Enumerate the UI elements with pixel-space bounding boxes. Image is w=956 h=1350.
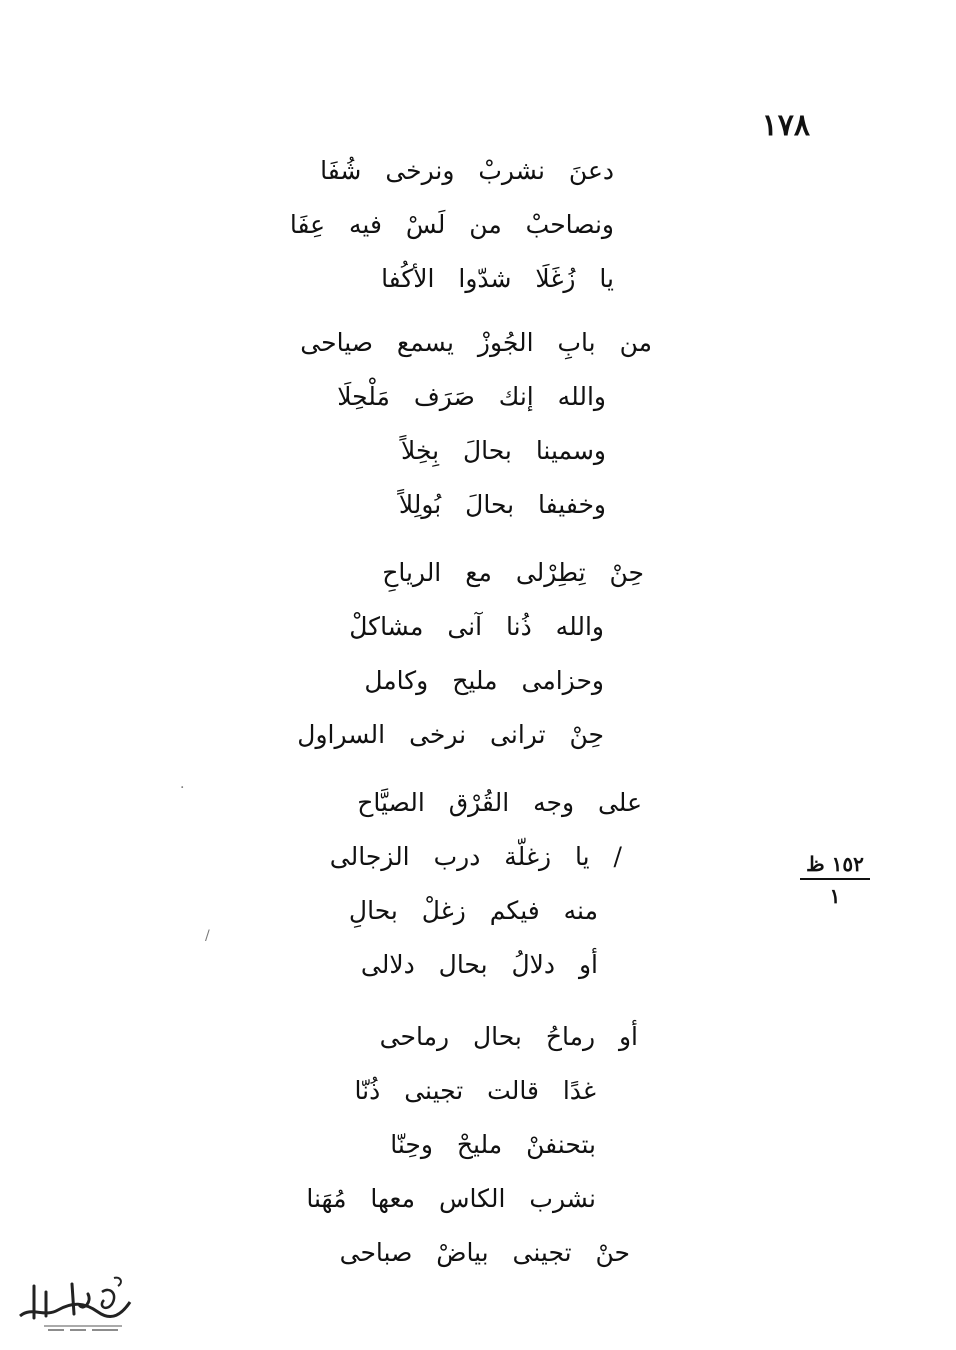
verse-line: أو دلالُ بحال دلالى (360, 950, 598, 979)
scan-speck: / (205, 928, 210, 944)
verse-line: بتحنفنْ مليحْ وحِنّا (390, 1130, 596, 1159)
stanza-5 (380, 1010, 638, 1064)
library-stamp-icon (14, 1272, 136, 1334)
verse-line: نشرب الكاس معها مُهَنا (306, 1184, 596, 1213)
verse-line: يا زُغَلَا شدّوا الأكُفا (381, 264, 614, 293)
verse-line: وحزامى مليح وكامل (364, 666, 604, 695)
verse-line: من بابِ الجُوزْ يسمع صياحى (300, 328, 652, 357)
stanza-2 (300, 316, 652, 370)
scan-speck: · (180, 780, 185, 796)
stanza-5-final (340, 1226, 630, 1280)
stanza-3 (382, 546, 644, 600)
verse-line: حنْ تجينى بياضْ صباحى (339, 1238, 630, 1267)
stanza-4-continued-2 (349, 884, 598, 992)
stanza-5-continued (306, 1064, 596, 1226)
verse-line: حِنْ تِطِرْلى مع الرياحِ (382, 558, 644, 587)
verse-line: والله إنك صَرَف مَلْحِلَا (337, 382, 606, 411)
verse-line: / يا زغلّة درب الزجالى (329, 842, 622, 871)
verse-line: دعنَ نشربْ ونرخى شُفَا (320, 156, 614, 185)
stanza-4 (357, 776, 642, 830)
stanza-2-continued (337, 370, 606, 532)
folio-note-top: ١٥٢ ظ (800, 852, 870, 880)
stanza-4-continued (330, 830, 622, 884)
verse-line: على وجه القُرْق الصيَّاح (357, 788, 642, 817)
verse-line: وخفيفا بحالَ بُولِلاً (398, 490, 606, 519)
stanza-3-continued (297, 600, 604, 762)
page-number: ١٧٨ (761, 108, 810, 143)
folio-note-bottom: ١ (829, 884, 841, 908)
folio-note (800, 852, 870, 908)
library-stamp-logo (14, 1272, 136, 1334)
verse-line: أو رماحُ بحال رماحى (379, 1022, 638, 1051)
verse-line: منه فيكم زغلْ بحالِ (348, 896, 598, 925)
verse-line: ونصاحبْ من لَسْ فيه عِفَا (289, 210, 614, 239)
verse-line: والله ذُنا آنى مشاكلْ (349, 612, 604, 641)
verse-line: وسمينا بحالَ بِخِلاً (401, 436, 606, 465)
stanza-1 (290, 144, 614, 306)
verse-line: حِنْ ترانى نرخى السراول (297, 720, 604, 749)
verse-line: غدًا قالت تجينى ذُنّا (354, 1076, 596, 1105)
